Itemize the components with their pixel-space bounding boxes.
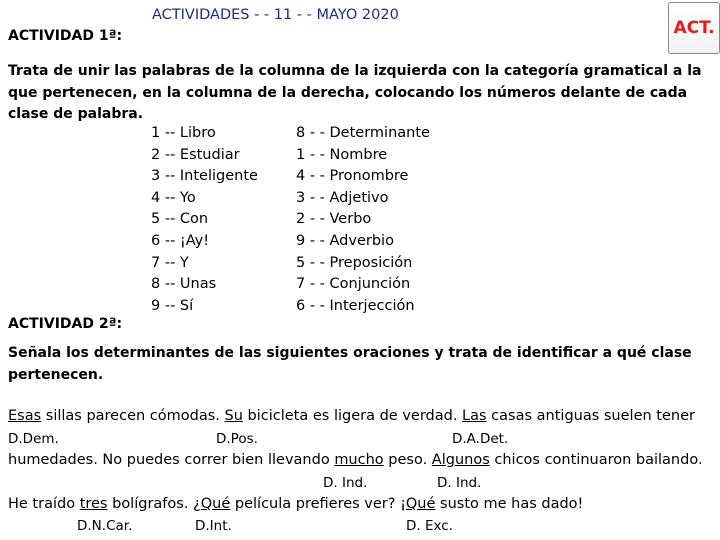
exercise-sentence-1: Esas sillas parecen cómodas. Su bicicleta es ligera de verdad. Las casas antiguas suelen tener [8, 408, 695, 424]
right-category-column [296, 123, 430, 317]
activity2-label: ACTIVIDAD 2ª: [8, 316, 123, 332]
determiner-label: D.Pos. [216, 431, 258, 447]
determiner-label: D. Ind. [437, 475, 482, 491]
category-item: 2 - - Verbo [296, 211, 372, 228]
determiner-word: mucho [334, 452, 384, 468]
determiner-label: D. Ind. [323, 475, 368, 491]
left-word-item: 4 -- Yo [151, 189, 196, 206]
header-title: ACTIVIDADES - - 11 - - MAYO 2020 [152, 7, 399, 23]
left-word-item: 3 -- Inteligente [151, 168, 258, 185]
category-item: 6 - - Interjección [296, 297, 415, 314]
activity1-label: ACTIVIDAD 1ª: [8, 28, 123, 44]
category-item: 5 - - Preposición [296, 254, 413, 271]
exercise-sentence-3: He traído tres bolígrafos. ¿Qué película prefieres ver? ¡Qué susto me has dado! [8, 496, 584, 512]
act-badge: ACT. [668, 2, 720, 54]
determiner-word: Qué [200, 496, 231, 512]
determiner-label: D.A.Det. [452, 431, 509, 447]
left-word-item: 9 -- Sí [151, 297, 194, 314]
category-item: 7 - - Conjunción [296, 276, 411, 293]
determiner-word: Qué [405, 496, 436, 512]
left-word-item: 8 -- Unas [151, 276, 217, 293]
category-item: 3 - - Adjetivo [296, 189, 389, 206]
determiner-word: Esas [8, 408, 42, 424]
left-word-item: 2 -- Estudiar [151, 146, 240, 163]
determiner-word: Algunos [431, 452, 490, 468]
exercise-sentence-2: humedades. No puedes correr bien llevando mucho peso. Algunos chicos continuaron bailando. [8, 452, 703, 468]
left-word-item: 7 -- Y [151, 254, 189, 271]
left-word-item: 6 -- ¡Ay! [151, 232, 210, 249]
activity2-instruction: Señala los determinantes de las siguientes oraciones y trata de identificar a qué clase pertenecen. [8, 345, 692, 383]
determiner-label: D.Dem. [8, 431, 59, 447]
activity1-instruction: Trata de unir las palabras de la columna de la izquierda con la categoría gramatical a la que pertenecen, en la columna de la derecha, colocando los números delante de cada clase de palabra. [8, 63, 702, 122]
determiner-label: D. Exc. [406, 518, 453, 534]
category-item: 9 - - Adverbio [296, 232, 394, 249]
determiner-word: Las [462, 408, 487, 424]
left-word-item: 5 -- Con [151, 211, 209, 228]
category-item: 1 - - Nombre [296, 146, 388, 163]
left-word-item: 1 -- Libro [151, 125, 216, 141]
category-item: 8 - - Determinante [296, 125, 430, 141]
determiner-word: tres [79, 496, 108, 512]
determiner-word: Su [224, 408, 243, 424]
left-word-column [151, 123, 258, 317]
determiner-label: D.N.Car. [77, 518, 133, 534]
determiner-label: D.Int. [195, 518, 232, 534]
category-item: 4 - - Pronombre [296, 168, 409, 185]
